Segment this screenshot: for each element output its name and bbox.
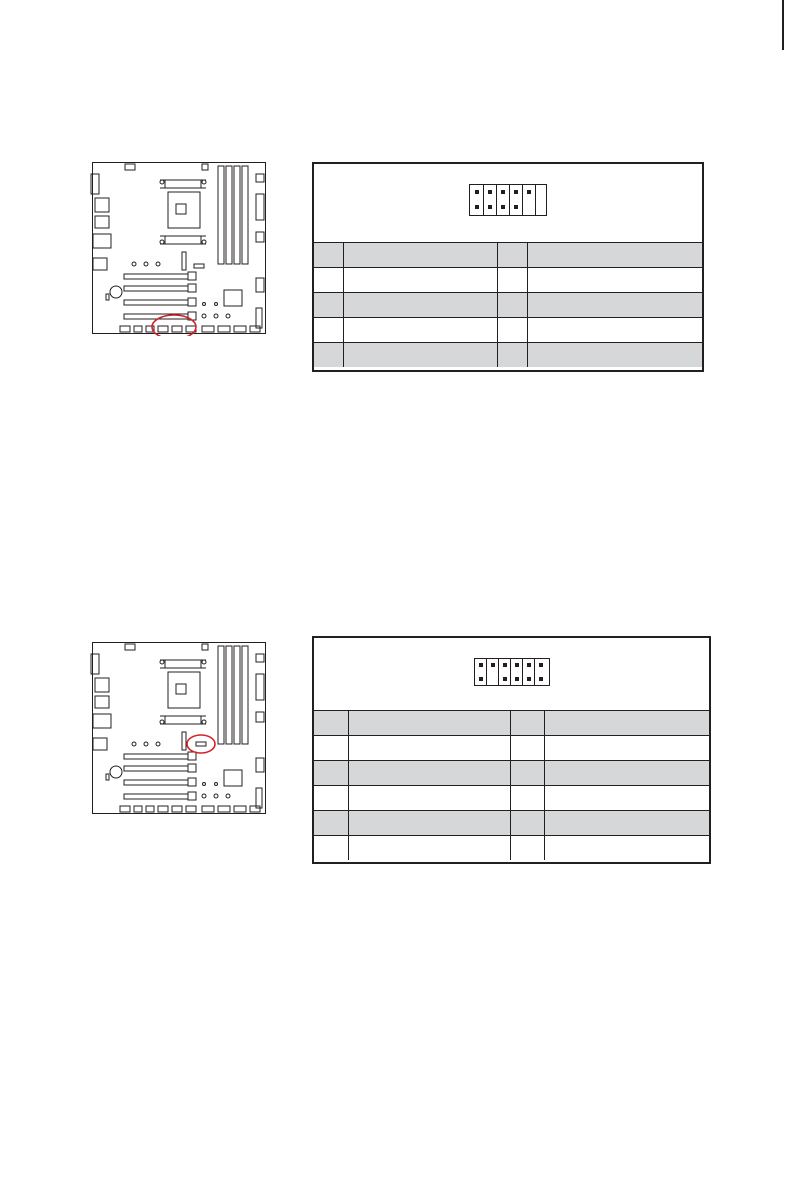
pin-table-body bbox=[314, 243, 702, 367]
pin-table-body bbox=[314, 711, 709, 860]
pin-definition-table bbox=[312, 162, 704, 372]
pin-header-diagram bbox=[314, 164, 702, 243]
pin-header-diagram bbox=[314, 638, 709, 711]
motherboard-layout-icon bbox=[90, 640, 268, 816]
table-row bbox=[314, 761, 709, 786]
highlight-ring bbox=[187, 735, 215, 753]
table-row bbox=[314, 343, 702, 368]
table-row bbox=[314, 293, 702, 318]
table-row bbox=[314, 736, 709, 761]
table-row bbox=[314, 786, 709, 811]
pin-header-2x6-icon bbox=[474, 658, 550, 686]
motherboard-diagram bbox=[90, 160, 268, 336]
motherboard-layout-icon bbox=[90, 160, 268, 336]
motherboard-diagram bbox=[90, 640, 268, 816]
table-row bbox=[314, 243, 702, 268]
table-row bbox=[314, 811, 709, 836]
pin-header-2x5-icon bbox=[469, 184, 547, 216]
table-row bbox=[314, 711, 709, 736]
table-row bbox=[314, 836, 709, 861]
table-row bbox=[314, 268, 702, 293]
pin-definition-table bbox=[312, 636, 711, 864]
page-edge-line bbox=[782, 0, 784, 50]
table-row bbox=[314, 318, 702, 343]
